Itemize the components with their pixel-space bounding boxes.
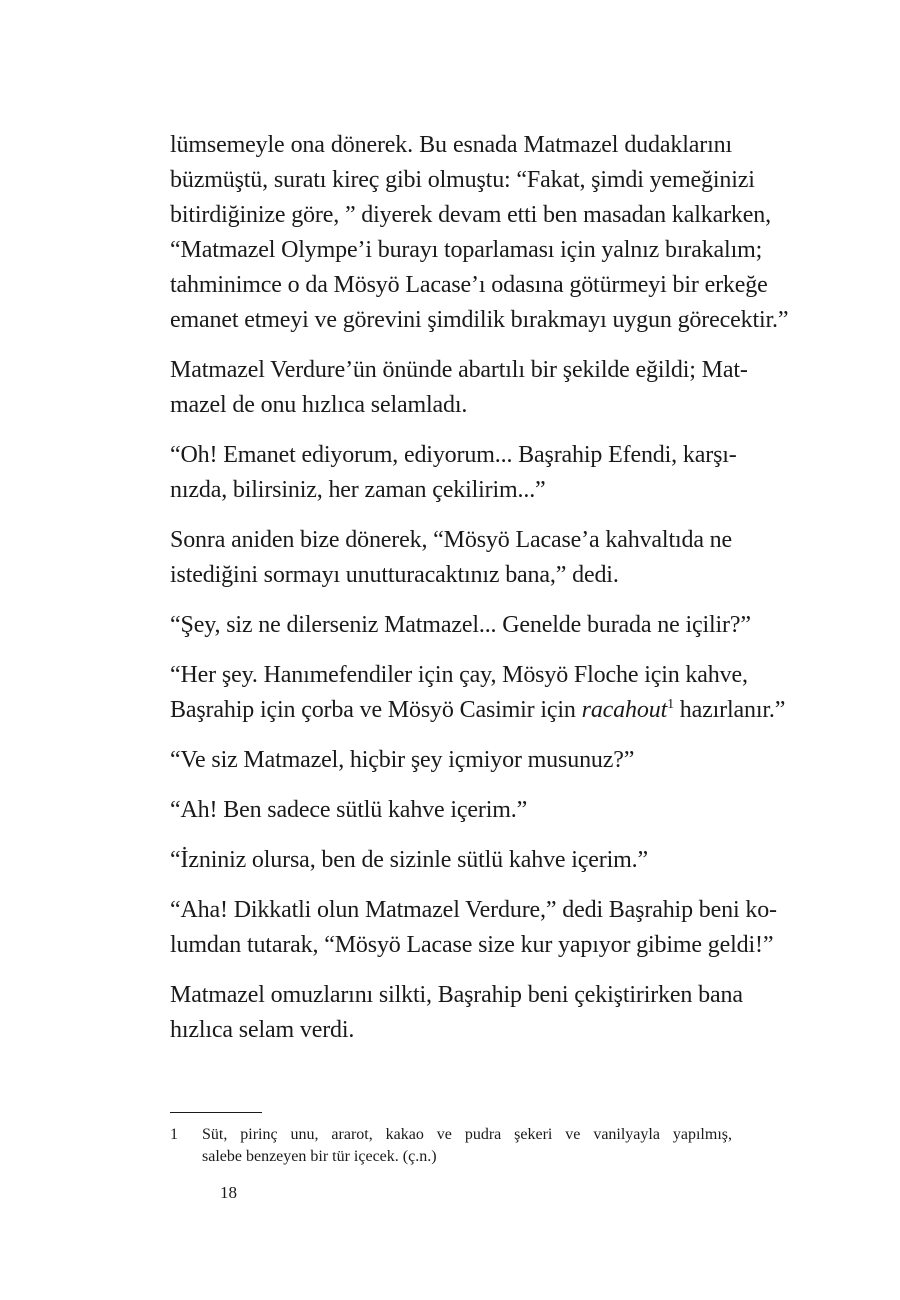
footnote-divider <box>170 1112 262 1113</box>
text-line: lümsemeyle ona dönerek. Bu esnada Matmazel dudaklarını <box>170 132 732 158</box>
paragraph-6 <box>170 658 786 728</box>
text-line: istediğini sormayı unutturacaktınız bana,” dedi. <box>170 562 619 588</box>
page-body <box>170 128 789 1063</box>
paragraph-7 <box>170 743 732 778</box>
text-line: nızda, bilirsiniz, her zaman çekilirim...” <box>170 477 546 503</box>
paragraph-3 <box>170 438 737 508</box>
footnote-marker: 1 <box>667 697 674 712</box>
text-line: emanet etmeyi ve görevini şimdilik bırakmayı uygun görecektir.” <box>170 307 789 333</box>
footnote-text <box>202 1124 732 1168</box>
paragraph-9 <box>170 843 732 878</box>
text-line: bitirdiğinize göre, ” diyerek devam etti ben masadan kalkarken, <box>170 202 771 228</box>
footnote-line: Süt, pirinç unu, ararot, kakao ve pudra şekeri ve vanilyayla yapılmış, <box>202 1126 732 1143</box>
footnote <box>170 1124 732 1168</box>
text-run: Başrahip için çorba ve Mösyö Casimir için <box>170 697 582 723</box>
paragraph-1 <box>170 128 789 338</box>
paragraph-8 <box>170 793 732 828</box>
text-line: “Matmazel Olympe’i burayı toparlaması için yalnız bırakalım; <box>170 237 763 263</box>
text-line: “Ah! Ben sadece sütlü kahve içerim.” <box>170 797 528 823</box>
footnote-line: salebe benzeyen bir tür içecek. (ç.n.) <box>202 1148 437 1165</box>
text-line: “Her şey. Hanımefendiler için çay, Mösyö Floche için kahve, <box>170 662 748 688</box>
text-line: tahminimce o da Mösyö Lacase’ı odasına götürmeyi bir erkeğe <box>170 272 768 298</box>
text-line: hızlıca selam verdi. <box>170 1017 355 1043</box>
text-line: “Şey, siz ne dilerseniz Matmazel... Genelde burada ne içilir?” <box>170 612 751 638</box>
text-run: hazırlanır.” <box>673 697 786 723</box>
text-line: “İzniniz olursa, ben de sizinle sütlü kahve içerim.” <box>170 847 649 873</box>
text-line: büzmüştü, suratı kireç gibi olmuştu: “Fakat, şimdi yemeğinizi <box>170 167 755 193</box>
text-line: “Ve siz Matmazel, hiçbir şey içmiyor musunuz?” <box>170 747 635 773</box>
text-line: mazel de onu hızlıca selamladı. <box>170 392 468 418</box>
footnote-number: 1 <box>170 1126 178 1143</box>
paragraph-10 <box>170 893 777 963</box>
paragraph-5 <box>170 608 751 643</box>
text-line: Matmazel omuzlarını silkti, Başrahip beni çekiştirirken bana <box>170 982 743 1008</box>
text-line: lumdan tutarak, “Mösyö Lacase size kur yapıyor gibime geldi!” <box>170 932 774 958</box>
page-number: 18 <box>220 1183 237 1202</box>
text-line: “Oh! Emanet ediyorum, ediyorum... Başrahip Efendi, karşı- <box>170 442 737 468</box>
paragraph-4 <box>170 523 732 593</box>
italic-term: racahout <box>581 697 668 723</box>
text-line: “Aha! Dikkatli olun Matmazel Verdure,” dedi Başrahip beni ko- <box>170 897 777 923</box>
paragraph-2 <box>170 353 748 423</box>
text-line-with-footnote <box>170 693 786 728</box>
text-line: Sonra aniden bize dönerek, “Mösyö Lacase’a kahvaltıda ne <box>170 527 733 553</box>
text-line: Matmazel Verdure’ün önünde abartılı bir şekilde eğildi; Mat- <box>170 357 748 383</box>
paragraph-11 <box>170 978 743 1048</box>
